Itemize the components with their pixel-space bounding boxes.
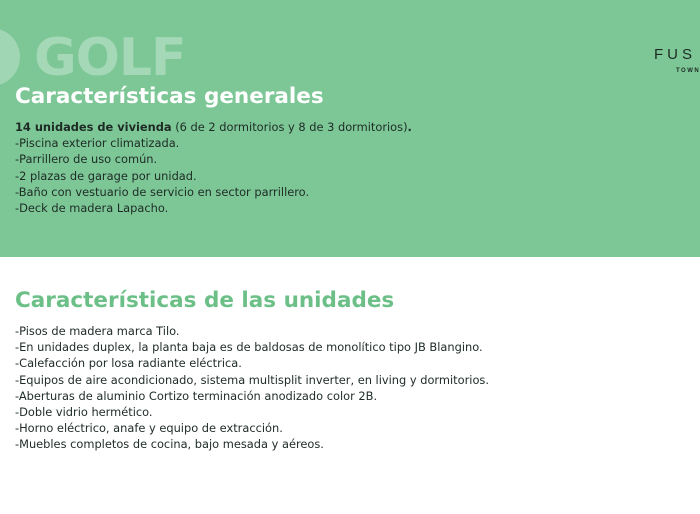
list-item: -Horno eléctrico, anafe y equipo de extracción. [15,421,283,436]
general-features-title: Características generales [15,84,324,109]
general-features-list [15,119,412,216]
list-item: -2 plazas de garage por unidad. [15,168,197,183]
brand-name: FUS [654,46,696,63]
golf-watermark: GOLF [34,28,186,88]
list-item: -En unidades duplex, la planta baja es de baldosas de monolítico tipo JB Blangino. [15,340,483,355]
list-item: -Doble vidrio hermético. [15,405,153,420]
list-item: -Deck de madera Lapacho. [15,201,169,216]
brand-logo [654,46,700,74]
units-count-bold: 14 unidades de vivienda [15,120,172,134]
units-count-period: . [407,120,412,134]
units-count-detail: (6 de 2 dormitorios y 8 de 3 dormitorios) [171,120,408,134]
brand-subtitle: TOWN [676,68,700,74]
list-item: -Muebles completos de cocina, bajo mesada y aéreos. [15,437,324,452]
list-item: -Pisos de madera marca Tilo. [15,324,180,338]
unit-features-title: Características de las unidades [15,288,395,313]
list-item [15,119,412,135]
list-item: -Parrillero de uso común. [15,152,158,167]
list-item: -Piscina exterior climatizada. [15,136,180,151]
unit-features-list [15,323,489,453]
list-item: -Baño con vestuario de servicio en sector parrillero. [15,184,310,199]
list-item: -Aberturas de aluminio Cortizo terminación anodizado color 2B. [15,388,378,403]
list-item: -Calefacción por losa radiante eléctrica. [15,356,242,371]
logo-circle-watermark [0,28,20,86]
list-item: -Equipos de aire acondicionado, sistema multisplit inverter, en living y dormitorios. [15,372,489,387]
